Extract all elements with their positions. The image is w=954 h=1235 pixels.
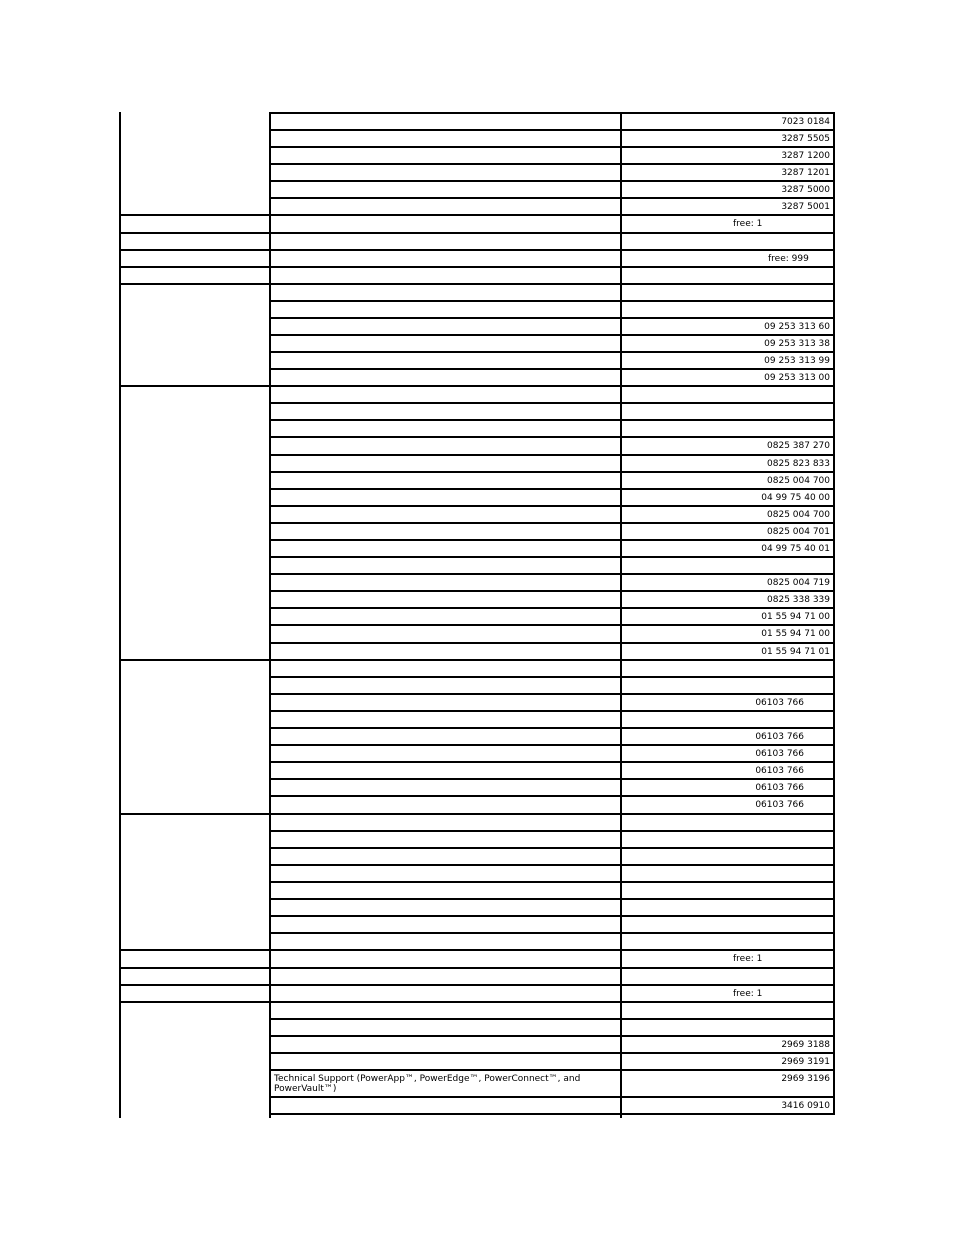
row-border: [119, 249, 835, 251]
row-border: [269, 351, 835, 353]
phone-number: 06103 766: [755, 783, 804, 793]
phone-number: 01 55 94 71 00: [761, 629, 830, 639]
row-border: [269, 180, 835, 182]
row-border: [269, 334, 835, 336]
row-border: [269, 1069, 835, 1071]
row-border: [119, 232, 835, 234]
row-border: [269, 915, 835, 917]
row-border: [269, 676, 835, 678]
phone-number: 06103 766: [755, 800, 804, 810]
phone-number: 2969 3196: [781, 1074, 830, 1084]
phone-number: 01 55 94 71 01: [761, 647, 830, 657]
phone-number: 3287 5000: [781, 185, 830, 195]
phone-number: 3287 1201: [781, 168, 830, 178]
phone-number: 04 99 75 40 01: [761, 544, 830, 554]
row-border: [269, 317, 835, 319]
row-border: [269, 932, 835, 934]
row-border: [269, 573, 835, 575]
row-border: [269, 556, 835, 558]
phone-number: 0825 387 270: [767, 441, 830, 451]
row-border: [269, 778, 835, 780]
row-border: [269, 898, 835, 900]
row-border: [269, 129, 835, 131]
row-border: [269, 727, 835, 729]
phone-number: 06103 766: [755, 698, 804, 708]
phone-number: 01 55 94 71 00: [761, 612, 830, 622]
toll-free-code: free: 1: [733, 954, 763, 964]
row-border: [119, 949, 835, 951]
row-border: [269, 1113, 835, 1115]
row-border: [269, 881, 835, 883]
phone-number: 06103 766: [755, 732, 804, 742]
column-border-right: [833, 112, 835, 1115]
service-description: Technical Support (PowerApp™, PowerEdge™, PowerConnect™, and PowerVault™): [274, 1074, 581, 1094]
phone-number: 3287 5001: [781, 202, 830, 212]
row-border: [269, 505, 835, 507]
row-border: [269, 795, 835, 797]
phone-number: 0825 004 719: [767, 578, 830, 588]
row-border: [269, 402, 835, 404]
row-border: [269, 488, 835, 490]
row-border: [269, 1018, 835, 1020]
row-border: [269, 436, 835, 438]
row-border: [269, 539, 835, 541]
row-border: [269, 368, 835, 370]
row-border: [269, 163, 835, 165]
phone-number: 09 253 313 99: [764, 356, 830, 366]
toll-free-code: free: 1: [733, 219, 763, 229]
row-border: [269, 146, 835, 148]
row-border: [269, 642, 835, 644]
row-border: [119, 214, 835, 216]
row-border: [269, 112, 835, 114]
row-border: [269, 471, 835, 473]
phone-number: 2969 3191: [781, 1057, 830, 1067]
row-border: [269, 419, 835, 421]
row-border: [269, 744, 835, 746]
row-border: [269, 590, 835, 592]
row-border: [119, 385, 835, 387]
phone-number: 04 99 75 40 00: [761, 493, 830, 503]
row-border: [269, 300, 835, 302]
phone-number: 09 253 313 38: [764, 339, 830, 349]
phone-number: 0825 004 701: [767, 527, 830, 537]
phone-number: 3416 0910: [781, 1101, 830, 1111]
phone-number: 0825 823 833: [767, 459, 830, 469]
row-border: [269, 710, 835, 712]
phone-number: 2969 3188: [781, 1040, 830, 1050]
row-border: [119, 813, 835, 815]
row-border: [269, 830, 835, 832]
phone-number: 06103 766: [755, 749, 804, 759]
phone-number: 06103 766: [755, 766, 804, 776]
row-border: [269, 1096, 835, 1098]
row-border: [119, 1001, 835, 1003]
row-border: [119, 659, 835, 661]
row-border: [269, 197, 835, 199]
phone-number: 3287 5505: [781, 134, 830, 144]
row-border: [269, 607, 835, 609]
row-border: [269, 761, 835, 763]
phone-number: 09 253 313 60: [764, 322, 830, 332]
row-border: [269, 454, 835, 456]
toll-free-code: free: 999: [768, 254, 809, 264]
phone-number: 0825 004 700: [767, 510, 830, 520]
row-border: [119, 283, 835, 285]
row-border: [269, 864, 835, 866]
phone-number: 0825 004 700: [767, 476, 830, 486]
row-border: [269, 693, 835, 695]
row-border: [269, 847, 835, 849]
phone-number: 7023 0184: [781, 117, 830, 127]
row-border: [269, 1035, 835, 1037]
row-border: [119, 266, 835, 268]
row-border: [269, 624, 835, 626]
row-border: [119, 984, 835, 986]
phone-number: 3287 1200: [781, 151, 830, 161]
toll-free-code: free: 1: [733, 989, 763, 999]
row-border: [119, 967, 835, 969]
row-border: [269, 522, 835, 524]
phone-number: 0825 338 339: [767, 595, 830, 605]
phone-number: 09 253 313 00: [764, 373, 830, 383]
row-border: [269, 1052, 835, 1054]
